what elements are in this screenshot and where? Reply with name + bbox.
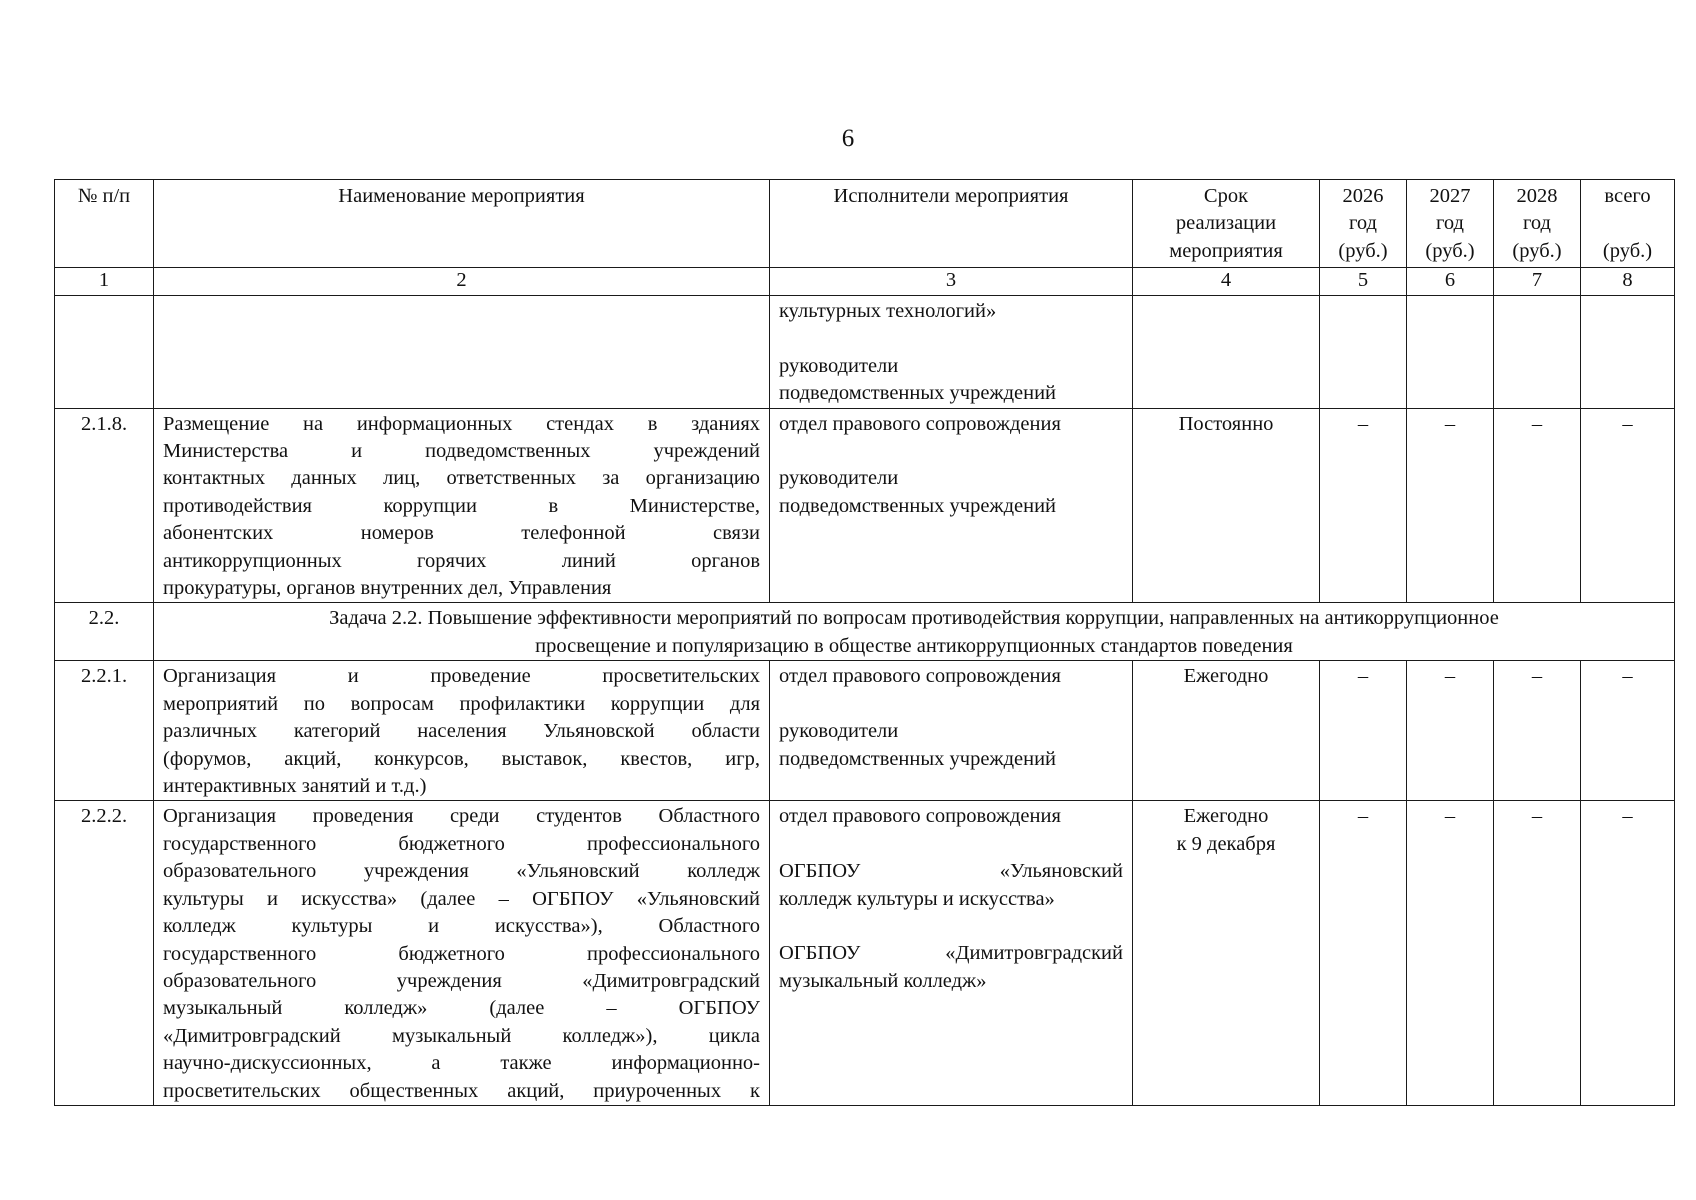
column-number: 1: [55, 268, 154, 296]
cell-term: [1133, 296, 1320, 409]
cell-2028: –: [1494, 801, 1581, 1105]
column-number: 6: [1407, 268, 1494, 296]
cell-total: [1581, 296, 1675, 409]
cell-2028: –: [1494, 661, 1581, 801]
header-term: Срок реализации мероприятия: [1133, 180, 1320, 268]
cell-2027: –: [1407, 801, 1494, 1105]
table-row-task-2-2: [55, 603, 1675, 661]
cell-2028: [1494, 296, 1581, 409]
cell-name: [154, 296, 770, 409]
cell-num: 2.2.: [55, 603, 154, 661]
cell-executors: культурных технологий» руководители подведомственных учреждений: [770, 296, 1133, 409]
cell-2026: –: [1320, 801, 1407, 1105]
header-2027: 2027 год (руб.): [1407, 180, 1494, 268]
cell-num: 2.1.8.: [55, 408, 154, 603]
column-number: 5: [1320, 268, 1407, 296]
column-number: 7: [1494, 268, 1581, 296]
header-total: всего (руб.): [1581, 180, 1675, 268]
header-executors: Исполнители мероприятия: [770, 180, 1133, 268]
cell-name: Организация проведения среди студентов Областного государственного бюджетного профессионального образовательного учреждения «Ульяновский колледж культуры и искусства» (далее – ОГБПОУ «Ульяновский колледж культуры и искусства»), Областного государственного бюджетного профессионального образовательного учреждения «Димитровградский музыкальный колледж» (далее – ОГБПОУ «Димитровградский музыкальный колледж»), цикла научно-дискуссионных, а также информационно- просветительских общественных акций, приуроченных к: [154, 801, 770, 1105]
cell-num: 2.2.2.: [55, 801, 154, 1105]
cell-2026: –: [1320, 408, 1407, 603]
cell-2027: [1407, 296, 1494, 409]
cell-total: –: [1581, 801, 1675, 1105]
column-number: 3: [770, 268, 1133, 296]
table-header-row: [55, 180, 1675, 268]
cell-executors: отдел правового сопровождения ОГБПОУ «Ульяновский колледж культуры и искусства» ОГБПОУ «Димитровградский музыкальный колледж»: [770, 801, 1133, 1105]
cell-executors: отдел правового сопровождения руководители подведомственных учреждений: [770, 661, 1133, 801]
cell-executors: отдел правового сопровождения руководители подведомственных учреждений: [770, 408, 1133, 603]
table-row-continuation: [55, 296, 1675, 409]
cell-term: Постоянно: [1133, 408, 1320, 603]
column-numbers-row: [55, 268, 1675, 296]
table-row-2-2-2: [55, 801, 1675, 1105]
cell-2027: –: [1407, 408, 1494, 603]
cell-name: Размещение на информационных стендах в зданиях Министерства и подведомственных учреждений контактных данных лиц, ответственных за организацию противодействия коррупции в Министерстве, абонентских номеров телефонной связи антикоррупционных горячих линий органов прокуратуры, органов внутренних дел, Управления: [154, 408, 770, 603]
cell-term: Ежегодно: [1133, 661, 1320, 801]
cell-2027: –: [1407, 661, 1494, 801]
cell-2028: –: [1494, 408, 1581, 603]
activities-table: [54, 179, 1675, 1106]
cell-total: –: [1581, 661, 1675, 801]
table-row-2-1-8: [55, 408, 1675, 603]
column-number: 2: [154, 268, 770, 296]
column-number: 8: [1581, 268, 1675, 296]
cell-term: Ежегодно к 9 декабря: [1133, 801, 1320, 1105]
header-num: № п/п: [55, 180, 154, 268]
header-name: Наименование мероприятия: [154, 180, 770, 268]
cell-2026: –: [1320, 661, 1407, 801]
cell-total: –: [1581, 408, 1675, 603]
page-number: 6: [841, 125, 855, 152]
cell-name: Организация и проведение просветительских мероприятий по вопросам профилактики коррупции для различных категорий населения Ульяновской области (форумов, акций, конкурсов, выставок, квестов, игр, интерактивных занятий и т.д.): [154, 661, 770, 801]
cell-2026: [1320, 296, 1407, 409]
header-2028: 2028 год (руб.): [1494, 180, 1581, 268]
task-heading: Задача 2.2. Повышение эффективности мероприятий по вопросам противодействия коррупции, направленных на антикоррупционное просвещение и популяризацию в обществе антикоррупционных стандартов поведения: [154, 603, 1675, 661]
column-number: 4: [1133, 268, 1320, 296]
table-row-2-2-1: [55, 661, 1675, 801]
cell-num: [55, 296, 154, 409]
cell-num: 2.2.1.: [55, 661, 154, 801]
header-2026: 2026 год (руб.): [1320, 180, 1407, 268]
